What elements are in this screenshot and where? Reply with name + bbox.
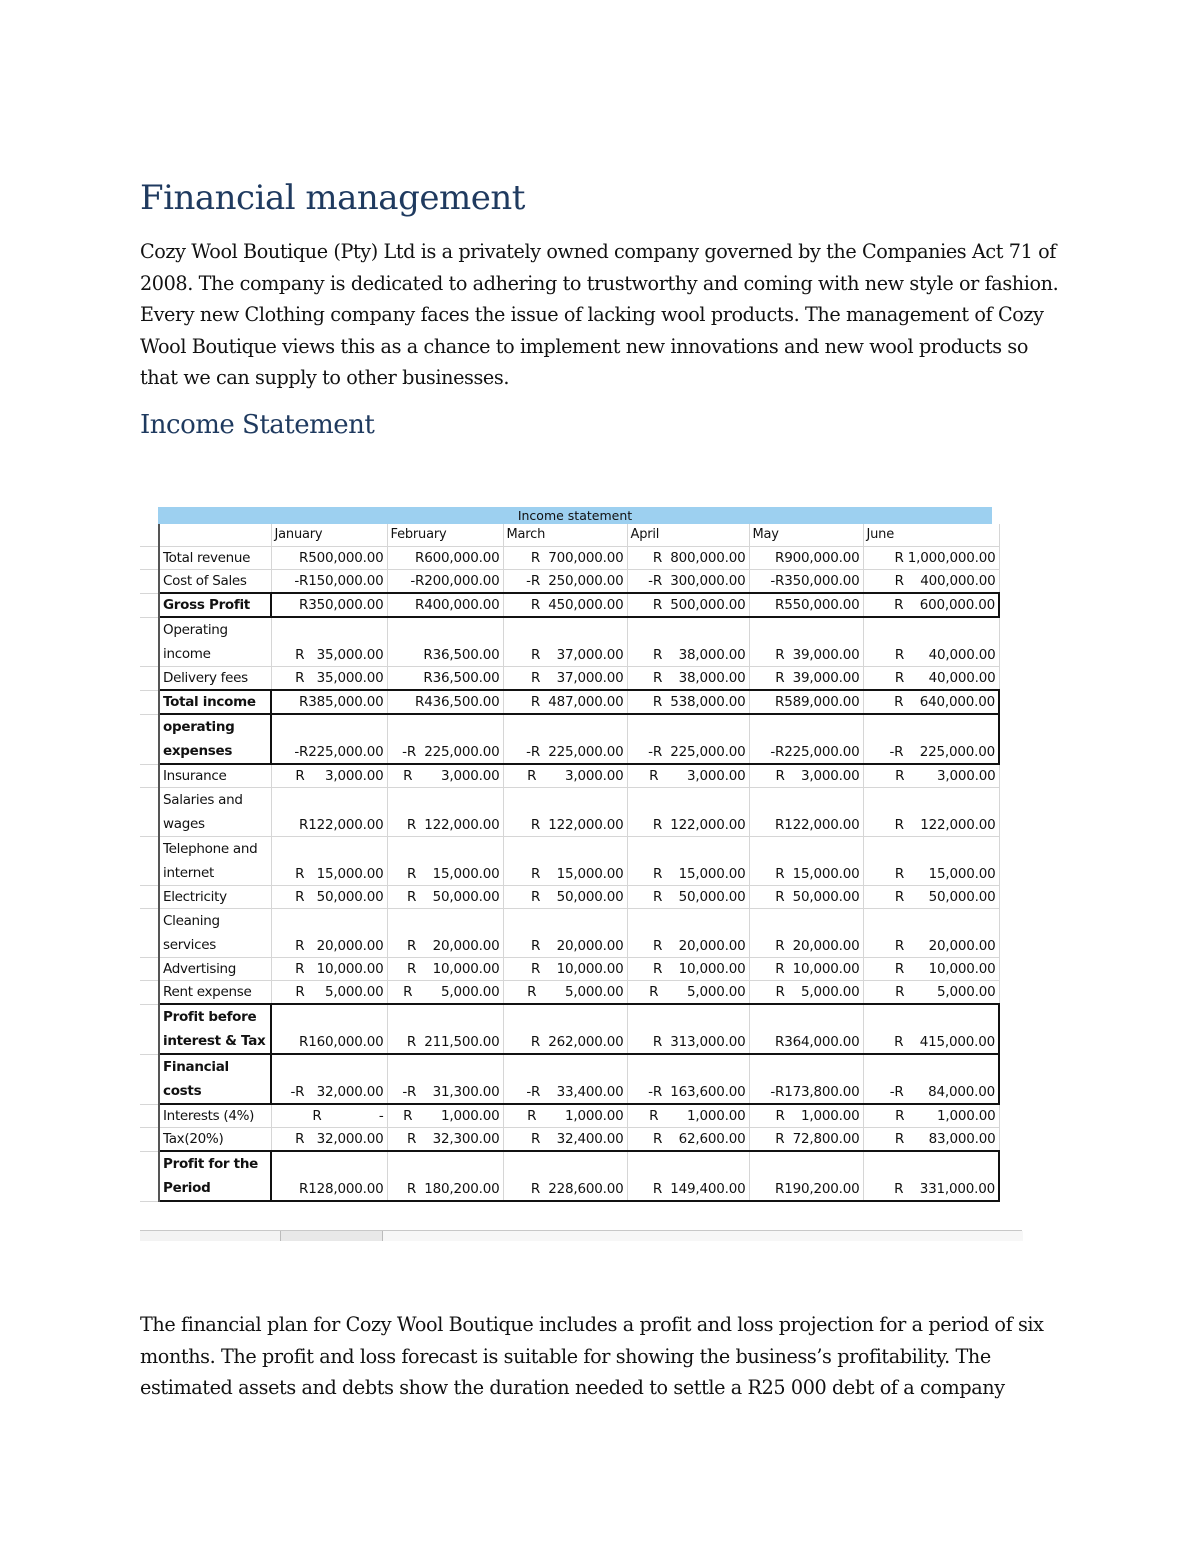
- table-row: [140, 909, 999, 958]
- value-cell[interactable]: R 72,800.00: [749, 1128, 863, 1152]
- table-row: [140, 1054, 999, 1104]
- month-header: April: [627, 524, 749, 547]
- value-cell[interactable]: R600,000.00: [387, 547, 503, 570]
- sheet-tab-area: [140, 1231, 281, 1241]
- horizontal-scrollbar[interactable]: [140, 1230, 1022, 1241]
- month-header: January: [271, 524, 387, 547]
- table-row: [140, 1004, 999, 1054]
- month-header: June: [863, 524, 999, 547]
- row-label: Operating income: [159, 617, 271, 667]
- row-label: Cost of Sales: [159, 570, 271, 594]
- value-cell[interactable]: R 500,000.00: [627, 593, 749, 617]
- value-cell[interactable]: R364,000.00: [749, 1004, 863, 1054]
- month-header: March: [503, 524, 627, 547]
- value-cell[interactable]: R 487,000.00: [503, 690, 627, 714]
- row-number: [140, 667, 159, 691]
- row-number: [140, 788, 159, 837]
- value-cell[interactable]: R 15,000.00: [749, 837, 863, 886]
- row-label: Total income: [159, 690, 271, 714]
- value-cell[interactable]: R 20,000.00: [271, 909, 387, 958]
- value-cell[interactable]: R 50,000.00: [627, 886, 749, 909]
- header-row: [140, 524, 999, 547]
- value-cell[interactable]: -R173,800.00: [749, 1054, 863, 1104]
- row-number: [140, 764, 159, 788]
- row-label: Gross Profit: [159, 593, 271, 617]
- row-number: [140, 593, 159, 617]
- row-label: Salaries and wages: [159, 788, 271, 837]
- value-cell[interactable]: R -: [271, 1104, 387, 1128]
- row-number: [140, 886, 159, 909]
- value-cell[interactable]: R 20,000.00: [503, 909, 627, 958]
- row-label: Financial costs: [159, 1054, 271, 1104]
- value-cell[interactable]: R 50,000.00: [863, 886, 999, 909]
- value-cell[interactable]: R 538,000.00: [627, 690, 749, 714]
- value-cell[interactable]: -R225,000.00: [271, 714, 387, 764]
- value-cell[interactable]: R 640,000.00: [863, 690, 999, 714]
- value-cell[interactable]: R 38,000.00: [627, 667, 749, 691]
- value-cell[interactable]: R36,500.00: [387, 667, 503, 691]
- row-number: [140, 1004, 159, 1054]
- sheet-banner: Income statement: [158, 507, 992, 524]
- value-cell[interactable]: R36,500.00: [387, 617, 503, 667]
- row-number: [140, 524, 159, 547]
- row-number: [140, 690, 159, 714]
- value-cell[interactable]: R 313,000.00: [627, 1004, 749, 1054]
- value-cell[interactable]: R 20,000.00: [863, 909, 999, 958]
- value-cell[interactable]: R 122,000.00: [627, 788, 749, 837]
- value-cell[interactable]: R 1,000.00: [387, 1104, 503, 1128]
- row-label: Telephone and internet: [159, 837, 271, 886]
- value-cell[interactable]: -R 32,000.00: [271, 1054, 387, 1104]
- table-row: [140, 958, 999, 981]
- value-cell[interactable]: R500,000.00: [271, 547, 387, 570]
- value-cell[interactable]: -R 163,600.00: [627, 1054, 749, 1104]
- value-cell[interactable]: R 15,000.00: [387, 837, 503, 886]
- value-cell[interactable]: R 228,600.00: [503, 1151, 627, 1201]
- row-label: Profit for the Period: [159, 1151, 271, 1201]
- value-cell[interactable]: R 5,000.00: [271, 981, 387, 1005]
- value-cell[interactable]: -R 225,000.00: [503, 714, 627, 764]
- row-number: [140, 714, 159, 764]
- month-header: May: [749, 524, 863, 547]
- value-cell[interactable]: R 15,000.00: [627, 837, 749, 886]
- value-cell[interactable]: R122,000.00: [271, 788, 387, 837]
- value-cell[interactable]: R 5,000.00: [749, 981, 863, 1005]
- value-cell[interactable]: R 122,000.00: [503, 788, 627, 837]
- value-cell[interactable]: R 20,000.00: [627, 909, 749, 958]
- income-statement-sheet: [140, 505, 1022, 1240]
- value-cell[interactable]: R 180,200.00: [387, 1151, 503, 1201]
- value-cell[interactable]: R 149,400.00: [627, 1151, 749, 1201]
- value-cell[interactable]: R 50,000.00: [387, 886, 503, 909]
- row-number: [140, 1128, 159, 1152]
- value-cell[interactable]: R400,000.00: [387, 593, 503, 617]
- value-cell[interactable]: R 450,000.00: [503, 593, 627, 617]
- table-row: [140, 617, 999, 667]
- table-row: [140, 570, 999, 594]
- table-row: [140, 714, 999, 764]
- row-label: Cleaning services: [159, 909, 271, 958]
- value-cell[interactable]: R350,000.00: [271, 593, 387, 617]
- value-cell[interactable]: R 211,500.00: [387, 1004, 503, 1054]
- table-row: [140, 981, 999, 1005]
- row-label: Delivery fees: [159, 667, 271, 691]
- value-cell[interactable]: R 10,000.00: [863, 958, 999, 981]
- row-label: Interests (4%): [159, 1104, 271, 1128]
- closing-paragraph: The financial plan for Cozy Wool Boutique includes a profit and loss projection for a period of six months. The profit and loss forecast is suitable for showing the business’s profitability. The estimated assets and debts show the duration needed to settle a R25 000 debt of a company: [140, 1313, 1044, 1399]
- value-cell[interactable]: -R 84,000.00: [863, 1054, 999, 1104]
- row-number: [140, 1151, 159, 1201]
- row-label: Total revenue: [159, 547, 271, 570]
- value-cell[interactable]: R 400,000.00: [863, 570, 999, 594]
- value-cell[interactable]: R385,000.00: [271, 690, 387, 714]
- row-label: Electricity: [159, 886, 271, 909]
- value-cell[interactable]: R436,500.00: [387, 690, 503, 714]
- table-row: [140, 547, 999, 570]
- value-cell[interactable]: R 3,000.00: [749, 764, 863, 788]
- value-cell[interactable]: -R 225,000.00: [627, 714, 749, 764]
- section-heading: Income Statement: [140, 410, 375, 440]
- value-cell[interactable]: R 39,000.00: [749, 667, 863, 691]
- value-cell[interactable]: -R350,000.00: [749, 570, 863, 594]
- value-cell[interactable]: R 1,000.00: [863, 1104, 999, 1128]
- value-cell[interactable]: -R 31,300.00: [387, 1054, 503, 1104]
- value-cell[interactable]: -R 225,000.00: [387, 714, 503, 764]
- value-cell[interactable]: R 5,000.00: [387, 981, 503, 1005]
- table-row: [140, 886, 999, 909]
- scrollbar-thumb[interactable]: [382, 1231, 1023, 1241]
- value-cell[interactable]: R589,000.00: [749, 690, 863, 714]
- value-cell[interactable]: -R 33,400.00: [503, 1054, 627, 1104]
- row-number: [140, 1104, 159, 1128]
- table-row: [140, 788, 999, 837]
- table-row: [140, 667, 999, 691]
- value-cell[interactable]: -R225,000.00: [749, 714, 863, 764]
- value-cell[interactable]: R 1,000.00: [503, 1104, 627, 1128]
- value-cell[interactable]: R 32,300.00: [387, 1128, 503, 1152]
- value-cell[interactable]: R 15,000.00: [271, 837, 387, 886]
- value-cell[interactable]: R 122,000.00: [863, 788, 999, 837]
- row-number: [140, 570, 159, 594]
- row-number: [140, 547, 159, 570]
- value-cell[interactable]: R 800,000.00: [627, 547, 749, 570]
- row-label: operating expenses: [159, 714, 271, 764]
- value-cell[interactable]: R 10,000.00: [387, 958, 503, 981]
- value-cell[interactable]: R 1,000.00: [749, 1104, 863, 1128]
- table-row: [140, 690, 999, 714]
- value-cell[interactable]: R 331,000.00: [863, 1151, 999, 1201]
- value-cell[interactable]: R 32,400.00: [503, 1128, 627, 1152]
- value-cell[interactable]: R 700,000.00: [503, 547, 627, 570]
- row-number: [140, 981, 159, 1005]
- value-cell[interactable]: R 50,000.00: [271, 886, 387, 909]
- value-cell[interactable]: R 10,000.00: [503, 958, 627, 981]
- value-cell[interactable]: R 83,000.00: [863, 1128, 999, 1152]
- row-label: Rent expense: [159, 981, 271, 1005]
- value-cell[interactable]: R 3,000.00: [863, 764, 999, 788]
- row-label: Tax(20%): [159, 1128, 271, 1152]
- month-header: February: [387, 524, 503, 547]
- value-cell[interactable]: R 415,000.00: [863, 1004, 999, 1054]
- value-cell[interactable]: R 35,000.00: [271, 617, 387, 667]
- value-cell[interactable]: -R200,000.00: [387, 570, 503, 594]
- row-number: [140, 1054, 159, 1104]
- value-cell[interactable]: R 3,000.00: [503, 764, 627, 788]
- value-cell[interactable]: -R 250,000.00: [503, 570, 627, 594]
- value-cell[interactable]: R122,000.00: [749, 788, 863, 837]
- row-label: Insurance: [159, 764, 271, 788]
- value-cell[interactable]: R 39,000.00: [749, 617, 863, 667]
- value-cell[interactable]: R 122,000.00: [387, 788, 503, 837]
- row-number: [140, 909, 159, 958]
- row-number: [140, 617, 159, 667]
- value-cell[interactable]: R 37,000.00: [503, 617, 627, 667]
- value-cell[interactable]: -R150,000.00: [271, 570, 387, 594]
- row-label: Advertising: [159, 958, 271, 981]
- value-cell[interactable]: R190,200.00: [749, 1151, 863, 1201]
- value-cell[interactable]: R 37,000.00: [503, 667, 627, 691]
- table-row: [140, 1128, 999, 1152]
- table-row: [140, 764, 999, 788]
- value-cell[interactable]: R128,000.00: [271, 1151, 387, 1201]
- intro-paragraph: Cozy Wool Boutique (Pty) Ltd is a privately owned company governed by the Companies Act 71 of 2008. The company is dedicated to adhering to trustworthy and coming with new style or fashion. Every new Clothing company faces the issue of lacking wool products. The management of Cozy Wool Boutique views this as a chance to implement new innovations and new wool products so that we can supply to other businesses.: [140, 240, 1059, 389]
- value-cell[interactable]: R 5,000.00: [863, 981, 999, 1005]
- value-cell[interactable]: R550,000.00: [749, 593, 863, 617]
- value-cell[interactable]: R 50,000.00: [503, 886, 627, 909]
- value-cell[interactable]: R 3,000.00: [271, 764, 387, 788]
- value-cell[interactable]: R 15,000.00: [863, 837, 999, 886]
- value-cell[interactable]: R 32,000.00: [271, 1128, 387, 1152]
- value-cell[interactable]: R 20,000.00: [387, 909, 503, 958]
- row-label: Profit before interest & Tax: [159, 1004, 271, 1054]
- value-cell[interactable]: R 600,000.00: [863, 593, 999, 617]
- value-cell[interactable]: R 35,000.00: [271, 667, 387, 691]
- value-cell[interactable]: R 5,000.00: [503, 981, 627, 1005]
- value-cell[interactable]: R 5,000.00: [627, 981, 749, 1005]
- value-cell[interactable]: R 38,000.00: [627, 617, 749, 667]
- value-cell[interactable]: R 10,000.00: [627, 958, 749, 981]
- value-cell[interactable]: R 3,000.00: [387, 764, 503, 788]
- income-statement-table: [140, 524, 1000, 1202]
- value-cell[interactable]: -R 300,000.00: [627, 570, 749, 594]
- value-cell[interactable]: R 262,000.00: [503, 1004, 627, 1054]
- header-label-cell: [159, 524, 271, 547]
- value-cell[interactable]: -R 225,000.00: [863, 714, 999, 764]
- value-cell[interactable]: R900,000.00: [749, 547, 863, 570]
- table-row: [140, 1104, 999, 1128]
- value-cell[interactable]: R 1,000,000.00: [863, 547, 999, 570]
- value-cell[interactable]: R 15,000.00: [503, 837, 627, 886]
- value-cell[interactable]: R 62,600.00: [627, 1128, 749, 1152]
- table-row: [140, 837, 999, 886]
- table-row: [140, 593, 999, 617]
- row-number: [140, 958, 159, 981]
- page-title: Financial management: [140, 178, 525, 218]
- value-cell[interactable]: R 40,000.00: [863, 667, 999, 691]
- value-cell[interactable]: R 1,000.00: [627, 1104, 749, 1128]
- value-cell[interactable]: R 10,000.00: [749, 958, 863, 981]
- table-row: [140, 1151, 999, 1201]
- value-cell[interactable]: R 10,000.00: [271, 958, 387, 981]
- value-cell[interactable]: R160,000.00: [271, 1004, 387, 1054]
- value-cell[interactable]: R 20,000.00: [749, 909, 863, 958]
- value-cell[interactable]: R 50,000.00: [749, 886, 863, 909]
- value-cell[interactable]: R 40,000.00: [863, 617, 999, 667]
- value-cell[interactable]: R 3,000.00: [627, 764, 749, 788]
- row-number: [140, 837, 159, 886]
